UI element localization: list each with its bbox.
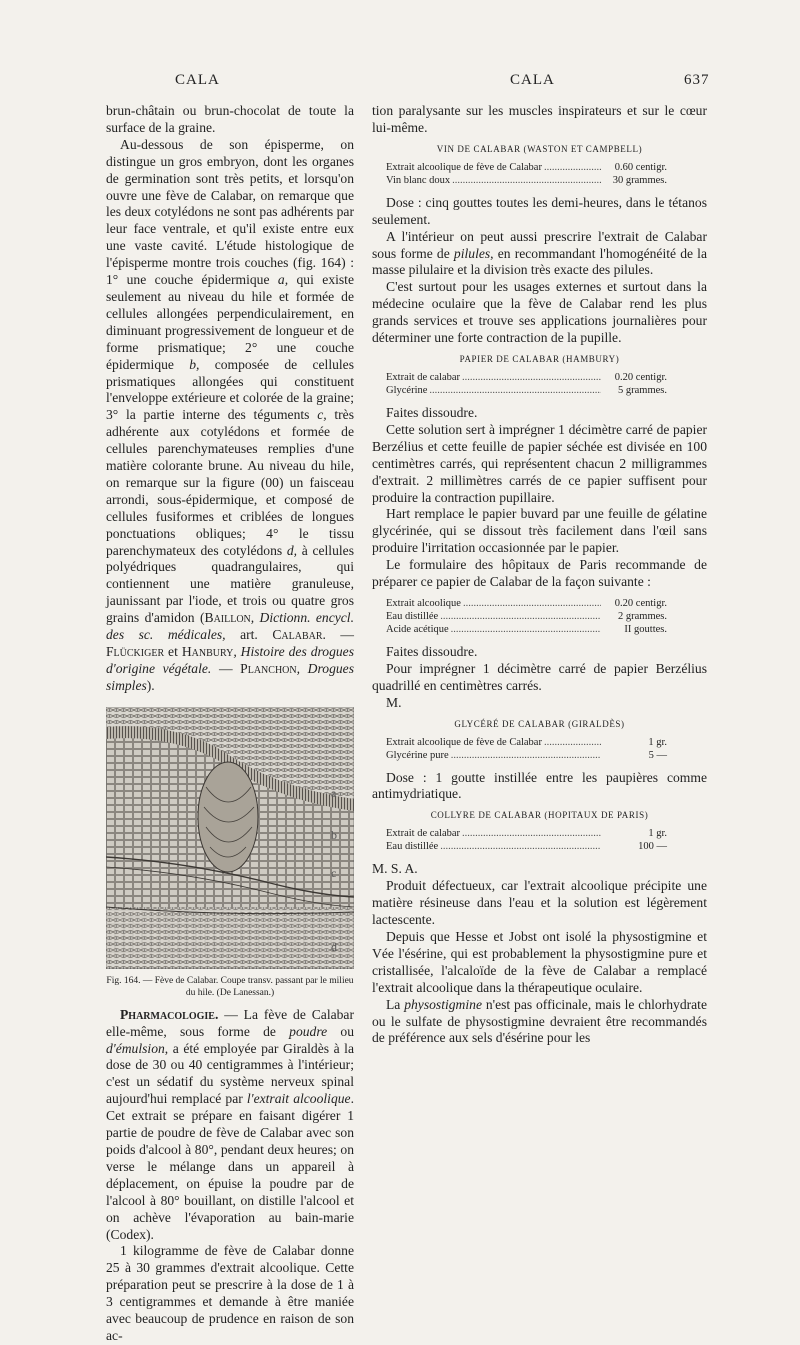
figure-caption: Fig. 164. — Fève de Calabar. Coupe transv. passant par le milieu du hile. (De Lanessan.) xyxy=(106,975,354,998)
paragraph: C'est surtout pour les usages externes et surtout dans la médecine oculaire que la fève de Calabar rend les plus grands services et trouve ses applications journalières pour déterminer une forte contraction de la pupille. xyxy=(372,279,707,346)
recipe-row: Eau distillée ..... 2 grammes. xyxy=(386,610,707,623)
recipe-row: Extrait alcoolique de fève de Calabar ..... 1 gr. xyxy=(386,736,707,749)
right-running-head: CALA xyxy=(510,72,555,88)
paragraph: Faites dissoudre. xyxy=(386,643,478,659)
recipe-row: Glycérine pure ..... 5 — xyxy=(386,749,707,762)
paragraph: Cette solution sert à imprégner 1 décimètre carré de papier Berzélius et cette feuille de papier séchée est divisée en 100 centimètres carrés, qui représentent chacun 2 milligrammes d'extrait. 2 millimètres carrés de ce papier suffisent pour produire la contraction pupillaire. xyxy=(372,421,707,505)
figure-164-seed-section xyxy=(106,707,354,969)
figure-label: b xyxy=(331,827,337,842)
paragraph: Le formulaire des hôpitaux de Paris recommande de préparer ce papier de Calabar de la façon suivante : xyxy=(372,557,707,590)
paragraph: 1 kilogramme de fève de Calabar donne 25 à 30 grammes d'extrait alcoolique. Cette préparation peut se prescrire à la dose de 1 à 3 centigrammes et demande à être maniée avec beaucoup de prudence en raison de son ac- xyxy=(106,1243,354,1343)
page-number: 637 xyxy=(684,72,710,88)
paragraph: Pour imprégner 1 décimètre carré de papier Berzélius quadrillé en centimètres carrés. xyxy=(372,660,707,693)
recipe-title: PAPIER DE CALABAR (HAMBURY) xyxy=(459,353,620,364)
paragraph-pharmacologie: Pharmacologie. — La fève de Calabar elle-même, sous forme de poudre ou d'émulsion, a été employée par Giraldès à la dose de 30 ou 40 centigrammes à l'intérieur; c'est un sédatif du système nerveux spinal aujourd'hui remplacé par l'extrait alcoolique. Cet extrait se prépare en faisant digérer 1 partie de poudre de fève de Calabar avec son poids d'alcool à 80°, pendant deux heures; on verse le mélange dans un appareil à déplacement, on épuise la poudre par de l'alcool à 80° bouillant, on distille l'alcool et on achève l'évaporation au bain-marie (Codex). xyxy=(106,1006,354,1242)
paragraph: Dose : 1 goutte instillée entre les paupières comme antimydriatique. xyxy=(372,769,707,802)
recipe-row: Extrait alcoolique ..... 0.20 centigr. xyxy=(386,597,707,610)
paragraph: Produit défectueux, car l'extrait alcoolique précipite une matière résineuse dans l'eau et la solution est légèrement lactescente. xyxy=(372,878,707,928)
recipe-glycere-de-calabar xyxy=(386,718,707,762)
left-running-head: CALA xyxy=(175,72,220,88)
paragraph: A l'intérieur on peut aussi prescrire l'extrait de Calabar sous forme de pilules, en recommandant l'homogénéité de la masse pilulaire et la division très exacte des pilules. xyxy=(372,228,707,278)
paragraph-episperme: Au-dessous de son épisperme, on distingue un gros embryon, dont les organes de germination sont très petits, et lorsqu'on ouvre une fève de Calabar, on remarque que les deux cotylédons ne sont pas adhérents par leur face ventrale, et qu'il existe entre eux une vaste cavité. L'étude histologique de l'épisperme montre trois couches (fig. 164) : 1° une couche épidermique a, qui existe seulement au niveau du hile et formée de cellules allongées perpendiculairement, en diminuant progressivement de longueur et de forme prismatique; 2° une couche épidermique b, composée de cellules prismatiques allongées qui constituent l'enveloppe extérieure et colorée de la graine; 3° la partie interne des téguments c, très adhérente aux cotylédons et formée de cellules parenchymateuses remplies d'une matière colorante brune. Au niveau du hile, on remarque sur la figure (00) un faisceau arrondi, sous-épidermique, et composé de cellules fusiformes et criblées de longues ponctuations obliques; 4° le tissu parenchymateux des cotylédons d, à cellules polyédriques quadrangulaires, qui contiennent une matière granuleuse, jaunissant par l'iode, et trois ou quatre gros grains d'amidon (Baillon, Dictionn. encycl. des sc. médicales, art. Calabar. — Flückiger et Hanbury, Histoire des drogues d'origine végétale. — Planchon, Drogues simples). xyxy=(106,136,354,693)
recipe-row: Glycérine ..... 5 grammes. xyxy=(386,384,707,397)
recipe-row: Extrait de calabar ..... 1 gr. xyxy=(386,827,707,840)
left-column xyxy=(106,103,354,1345)
recipe-title: COLLYRE DE CALABAR (HOPITAUX DE PARIS) xyxy=(430,810,649,821)
recipe-vin-de-calabar xyxy=(386,143,707,187)
figure-label: c xyxy=(331,865,337,880)
paragraph: tion paralysante sur les muscles inspirateurs et sur le cœur lui-même. xyxy=(372,103,707,135)
paragraph: M. S. A. xyxy=(372,861,418,877)
paragraph: Depuis que Hesse et Jobst ont isolé la physostigmine et Vée l'ésérine, qui est probablement la physostigmine pure et cristallisée, l'alcaloïde de la fève de Calabar a remplacé l'extrait alcoolique dans la thérapeutique oculaire. xyxy=(372,929,707,995)
recipe-title: GLYCÉRÉ DE CALABAR (GIRALDÈS) xyxy=(454,718,625,729)
recipe-collyre-de-calabar xyxy=(386,809,707,853)
paragraph: brun-châtain ou brun-chocolat de toute la surface de la graine. xyxy=(106,103,354,135)
recipe-papier-de-calabar xyxy=(386,353,707,397)
recipe-row: Eau distillée ..... 100 — xyxy=(386,840,707,853)
figure-label: d xyxy=(331,939,337,954)
recipe-row: Extrait de calabar ..... 0.20 centigr. xyxy=(386,371,707,384)
paragraph: La physostigmine n'est pas officinale, mais le chlorhydrate ou le sulfate de physostigmine devraient être recommandés de préférence aux sels d'ésérine pour les xyxy=(372,996,707,1046)
recipe-row: Acide acétique ..... II gouttes. xyxy=(386,623,707,636)
paragraph: Hart remplace le papier buvard par une feuille de gélatine glycérinée, qui se dissout très facilement dans l'œil sans produire l'irritation occasionnée par le papier. xyxy=(372,506,707,556)
recipe-row: Vin blanc doux ..... 30 grammes. xyxy=(386,174,707,187)
recipe-hopitaux-papier xyxy=(386,597,707,636)
paragraph: M. xyxy=(386,694,402,710)
figure-label: a xyxy=(331,785,337,800)
right-column xyxy=(372,103,707,1047)
histology-illustration xyxy=(106,707,354,969)
paragraph: Dose : cinq gouttes toutes les demi-heures, dans le tétanos seulement. xyxy=(372,194,707,227)
paragraph: Faites dissoudre. xyxy=(386,404,478,420)
recipe-title: VIN DE CALABAR (WASTON ET CAMPBELL) xyxy=(436,143,643,154)
recipe-row: Extrait alcoolique de fève de Calabar ..... 0.60 centigr. xyxy=(386,161,707,174)
